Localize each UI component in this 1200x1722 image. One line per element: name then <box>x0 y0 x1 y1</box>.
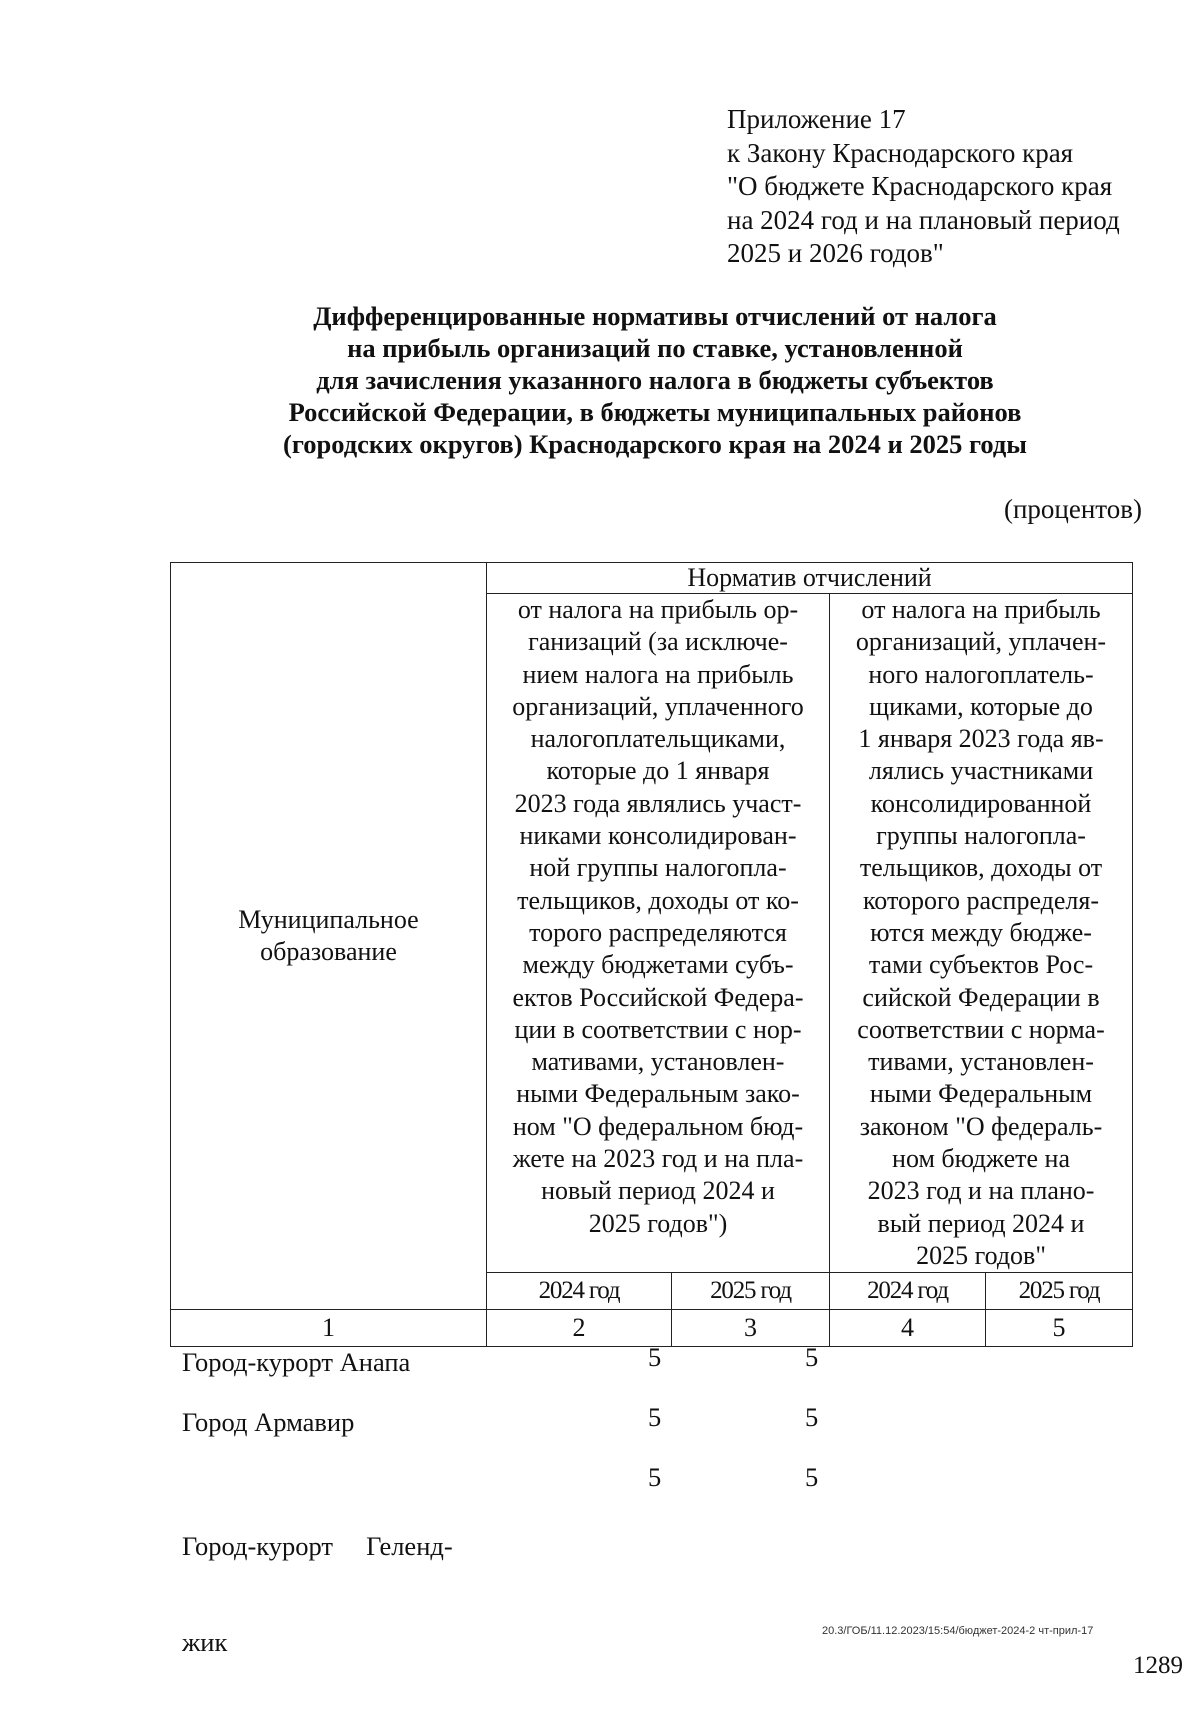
group1-line: нием налога на прибыль <box>522 659 794 689</box>
group1-line: 2023 года являлись участ- <box>514 788 802 818</box>
group2-line: лялись участниками <box>868 756 1094 786</box>
title-line: Дифференцированные нормативы отчислений от налога <box>313 301 997 331</box>
group2-line: организаций, уплачен- <box>855 627 1107 657</box>
group2-line: ного налогоплатель- <box>868 659 1094 689</box>
header-norm: Норматив отчислений <box>487 563 1133 594</box>
title-line: Российской Федерации, в бюджеты муниципальных районов <box>288 397 1022 427</box>
group1-line: ными Федеральным зако- <box>516 1079 800 1109</box>
row-name-line: жик <box>182 1627 228 1657</box>
column-number: 2 <box>487 1310 672 1347</box>
row-municipality <box>182 1346 482 1378</box>
group1-line: налогоплательщиками, <box>530 724 786 754</box>
row-value-2025: 5 <box>805 1342 819 1372</box>
row-value-2025: 5 <box>805 1402 819 1432</box>
row-name-line: Город Армавир <box>182 1407 355 1437</box>
document-title <box>150 300 1160 460</box>
group2-line: сийской Федерации в <box>862 982 1100 1012</box>
group2-line: от налога на прибыль <box>861 595 1101 624</box>
appendix-line: к Закону Краснодарского края <box>727 137 1074 168</box>
header-municipality-line: Муниципальное <box>238 904 419 934</box>
group1-line: ганизаций (за исключе- <box>528 627 788 657</box>
group2-line: ются между бюдже- <box>870 917 1092 947</box>
row-municipality <box>182 1466 482 1722</box>
group1-line: новый период 2024 и <box>541 1176 775 1206</box>
year-header: 2024 год <box>487 1273 672 1310</box>
row-name-line: Город-курорт Геленд- <box>182 1531 453 1561</box>
column-number: 4 <box>830 1310 986 1347</box>
title-line: (городских округов) Краснодарского края на 2024 и 2025 годы <box>283 429 1027 459</box>
row-name-line: Город-курорт Анапа <box>182 1347 411 1377</box>
group1-line: между бюджетами субъ- <box>522 950 794 980</box>
header-municipality <box>171 563 487 1310</box>
group2-line: группы налогопла- <box>876 821 1086 851</box>
group2-line: 2025 годов" <box>916 1240 1046 1270</box>
table-row <box>182 1402 882 1466</box>
group2-line: консолидированной <box>870 788 1092 818</box>
group1-line: тельщиков, доходы от ко- <box>517 885 799 915</box>
appendix-line: 2025 и 2026 годов" <box>727 238 944 268</box>
appendix-line: на 2024 год и на плановый период <box>727 204 1120 235</box>
appendix-block <box>727 103 1120 271</box>
group1-line: мативами, установлен- <box>531 1047 785 1077</box>
group2-line: тами субъектов Рос- <box>868 950 1094 980</box>
group2-line: 1 января 2023 года яв- <box>858 724 1104 754</box>
page-number: 1289 <box>1133 1652 1183 1679</box>
appendix-line: Приложение 17 <box>727 104 906 134</box>
group2-line: ными Федеральным <box>869 1079 1093 1109</box>
column-number: 5 <box>986 1310 1133 1347</box>
header-municipality-line: образование <box>260 937 397 967</box>
year-header: 2024 год <box>830 1273 986 1310</box>
table-row <box>182 1342 882 1406</box>
title-line: на прибыль организаций по ставке, установленной <box>347 333 963 363</box>
group1-line: никами консолидирован- <box>519 821 797 851</box>
group2-line: тивами, установлен- <box>868 1047 1094 1077</box>
header-group-2 <box>830 594 1133 1273</box>
group2-line: 2023 год и на плано- <box>867 1176 1095 1206</box>
group1-line: торого распределяются <box>529 917 787 947</box>
row-value-2024: 5 <box>648 1402 662 1432</box>
group2-line: которого распределя- <box>862 885 1100 915</box>
group2-line: щиками, которые до <box>869 691 1093 721</box>
year-header: 2025 год <box>672 1273 830 1310</box>
group1-line: ектов Российской Федера- <box>512 982 804 1012</box>
year-header: 2025 год <box>986 1273 1133 1310</box>
title-line: для зачисления указанного налога в бюджеты субъектов <box>316 365 994 395</box>
header-group-1 <box>487 594 830 1273</box>
group1-line: ном "О федеральном бюд- <box>512 1111 804 1141</box>
group2-line: ном бюджете на <box>892 1144 1070 1174</box>
column-number: 1 <box>171 1310 487 1347</box>
group2-line: тельщиков, доходы от <box>859 853 1103 883</box>
row-value-2025: 5 <box>805 1462 819 1492</box>
row-municipality <box>182 1406 482 1438</box>
group1-line: которые до 1 января <box>546 756 770 786</box>
data-rows <box>182 1342 882 1657</box>
footer-reference: 20.3/ГОБ/11.12.2023/15:54/бюджет-2024-2 чт-прил-17 <box>822 1625 1094 1637</box>
group1-line: ции в соответствии с нор- <box>514 1014 802 1044</box>
row-value-2024: 5 <box>648 1462 662 1492</box>
group2-line: вый период 2024 и <box>877 1208 1085 1238</box>
group1-line: организаций, уплаченного <box>512 691 804 721</box>
group1-line: жете на 2023 год и на пла- <box>512 1144 804 1174</box>
group2-line: соответствии с норма- <box>857 1014 1105 1044</box>
group1-line: 2025 годов") <box>588 1208 728 1238</box>
units-label: (процентов) <box>1003 494 1142 524</box>
group2-line: законом "О федераль- <box>859 1111 1103 1141</box>
group1-line: ной группы налогопла- <box>529 853 787 883</box>
table-row <box>182 1462 882 1657</box>
group1-line: от налога на прибыль ор- <box>517 595 799 624</box>
norms-table <box>170 562 1133 1347</box>
appendix-line: "О бюджете Краснодарского края <box>727 171 1113 201</box>
row-value-2024: 5 <box>648 1342 662 1372</box>
column-number: 3 <box>672 1310 830 1347</box>
